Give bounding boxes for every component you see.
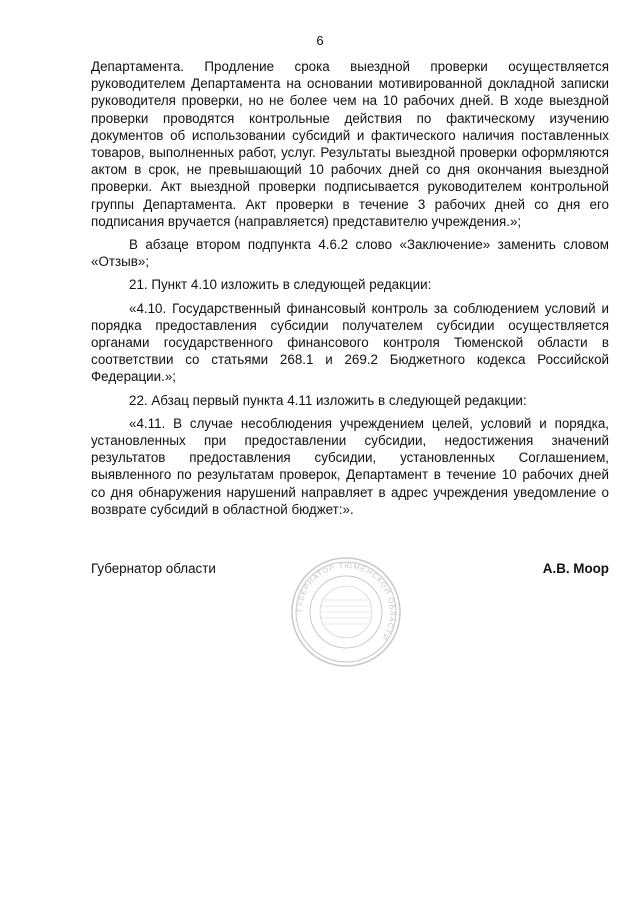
- signer-name: А.В. Моор: [542, 561, 609, 576]
- official-seal-stamp: [290, 556, 402, 668]
- paragraph-continuation: Департамента. Продление срока выездной проверки осуществляется руководителем Департамента на основании мотивированной докладной записки руководителя проверки, но не более чем на 10 рабочих дней. В ходе выездной проверки проводятся контрольные действия по фактическому изучению документов об использовании субсидий и фактического наличия поставленных товаров, выполненных работ, услуг. Результаты выездной проверки оформляются актом в срок, не превышающий 10 рабочих дней со дня окончания выездной проверки. Акт выездной проверки подписывается руководителем контрольной группы Департамента. Акт проверки в течение 3 рабочих дней со дня его подписания вручается (направляется) представителю учреждения.»;: [91, 59, 609, 229]
- paragraph-clause-4-10: «4.10. Государственный финансовый контроль за соблюдением условий и порядка предоставления субсидии получателем субсидии осуществляется органами государственного финансового контроля Тюменской области в соответствии со статьями 268.1 и 269.2 Бюджетного кодекса Российской Федерации.»;: [91, 300, 609, 385]
- paragraph-amendment-4-6-2: В абзаце втором подпункта 4.6.2 слово «Заключение» заменить словом «Отзыв»;: [91, 237, 609, 270]
- svg-text:ГУБЕРНАТОР ТЮМЕНСКОЙ ОБЛАСТИ: ГУБЕРНАТОР ТЮМЕНСКОЙ ОБЛАСТИ: [294, 560, 398, 643]
- document-body: [91, 58, 609, 524]
- paragraph-clause-4-11: «4.11. В случае несоблюдения учреждением целей, условий и порядка, установленных при предоставлении субсидии, недостижения значений результатов предоставления субсидии, установленных Соглашением, выявленного по результатам проверок, Департамент в течение 10 рабочих дней со дня обнаружения нарушений направляет в адрес учреждения уведомление о возврате субсидий в областной бюджет:».: [91, 415, 609, 517]
- signer-position: Губернатор области: [91, 561, 216, 576]
- paragraph-item-21: 21. Пункт 4.10 изложить в следующей редакции:: [129, 277, 432, 293]
- page-number: 6: [316, 33, 324, 48]
- paragraph-item-22: 22. Абзац первый пункта 4.11 изложить в следующей редакции:: [129, 392, 527, 408]
